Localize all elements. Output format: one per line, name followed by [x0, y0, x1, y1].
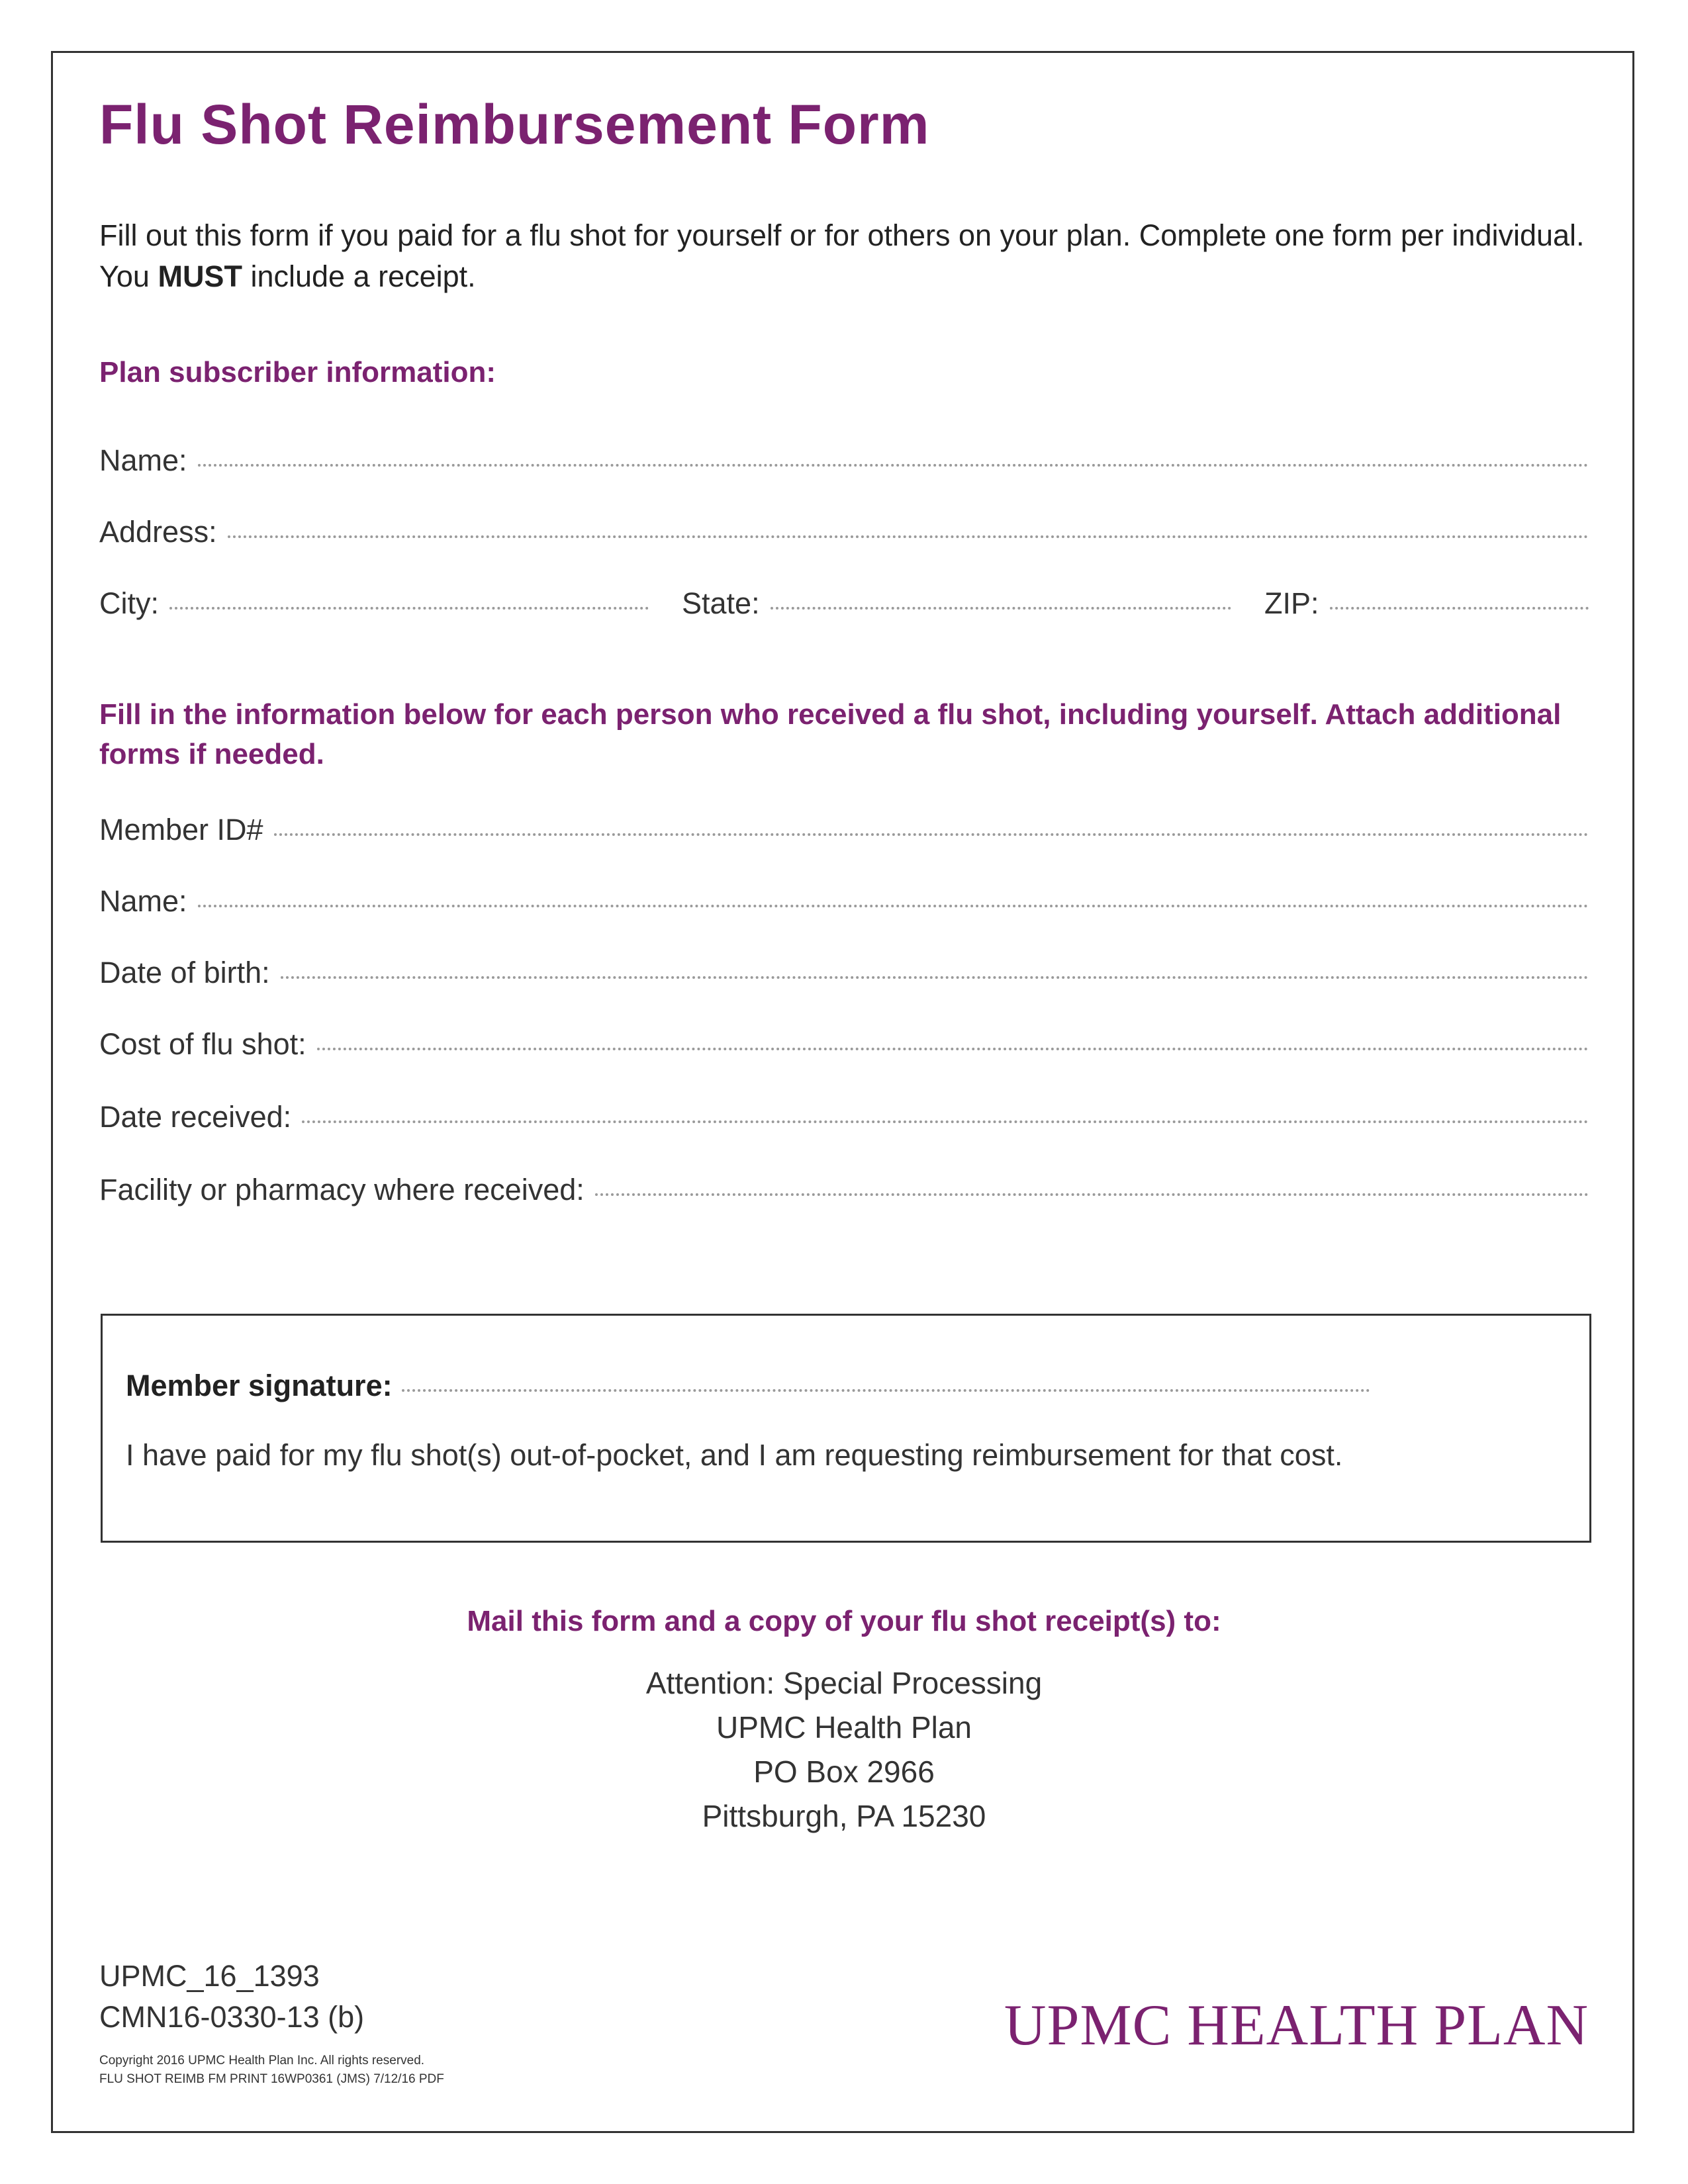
subscriber-address-field[interactable]: [99, 515, 1589, 555]
state-label: State:: [682, 586, 760, 620]
dob-line[interactable]: [281, 976, 1589, 979]
subscriber-name-field[interactable]: [99, 443, 1589, 483]
member-id-label: Member ID#: [99, 813, 263, 846]
signature-line[interactable]: [402, 1389, 1370, 1392]
subscriber-address-label: Address:: [99, 515, 217, 549]
recipient-heading: Fill in the information below for each person who received a flu shot, including yourself. Attach additional forms if needed.: [99, 698, 1562, 770]
address-line: UPMC Health Plan: [716, 1710, 972, 1745]
city-line[interactable]: [169, 607, 649, 610]
state-line[interactable]: [771, 607, 1231, 610]
form-title: Flu Shot Reimbursement Form: [99, 93, 930, 156]
dob-label: Date of birth:: [99, 956, 270, 989]
facility-field[interactable]: [99, 1173, 1589, 1212]
fine-print: [99, 2052, 444, 2089]
upmc-health-plan-logo: [1004, 1992, 1589, 2059]
cost-field[interactable]: [99, 1027, 1589, 1067]
mailing-address: [0, 1661, 1688, 1839]
signature-field[interactable]: [126, 1369, 1370, 1403]
intro-must: MUST: [158, 259, 242, 293]
intro-line1: Fill out this form if you paid for a flu shot for yourself or for others on your plan. Complete one form per individual.: [99, 218, 1585, 252]
recipient-name-label: Name:: [99, 884, 187, 918]
print-info-text: FLU SHOT REIMB FM PRINT 16WP0361 (JMS) 7/12/16 PDF: [99, 2072, 444, 2086]
signature-box: [101, 1314, 1591, 1543]
member-id-line[interactable]: [274, 833, 1589, 836]
recipient-name-line[interactable]: [198, 905, 1589, 907]
signature-statement: I have paid for my flu shot(s) out-of-pocket, and I am requesting reimbursement for that cost.: [126, 1438, 1343, 1472]
form-code-2: CMN16-0330-13 (b): [99, 2000, 365, 2034]
signature-label: Member signature:: [126, 1369, 393, 1402]
address-line: Attention: Special Processing: [645, 1666, 1043, 1700]
mail-heading: Mail this form and a copy of your flu shot receipt(s) to:: [467, 1605, 1221, 1637]
address-line: PO Box 2966: [753, 1754, 935, 1789]
zip-field[interactable]: [1264, 586, 1589, 621]
logo-text: UPMC HEALTH PLAN: [1004, 1993, 1589, 2058]
recipient-name-field[interactable]: [99, 884, 1589, 924]
facility-line[interactable]: [595, 1193, 1589, 1196]
cost-label: Cost of flu shot:: [99, 1027, 306, 1061]
city-field[interactable]: [99, 586, 649, 621]
copyright-text: Copyright 2016 UPMC Health Plan Inc. All rights reserved.: [99, 2054, 425, 2068]
dob-field[interactable]: [99, 956, 1589, 995]
date-received-field[interactable]: [99, 1100, 1589, 1140]
subscriber-heading: Plan subscriber information:: [99, 356, 496, 388]
subscriber-address-line[interactable]: [228, 535, 1589, 538]
intro-rest: include a receipt.: [250, 259, 476, 293]
zip-line[interactable]: [1330, 607, 1589, 610]
state-field[interactable]: [682, 586, 1231, 621]
intro-you: You: [99, 259, 150, 293]
intro-text: [99, 215, 1595, 297]
facility-label: Facility or pharmacy where received:: [99, 1173, 585, 1206]
member-id-field[interactable]: [99, 813, 1589, 852]
form-code-1: UPMC_16_1393: [99, 1959, 320, 1993]
zip-label: ZIP:: [1264, 586, 1319, 620]
date-received-label: Date received:: [99, 1100, 292, 1134]
subscriber-city-state-zip-row: [99, 586, 1589, 626]
city-label: City:: [99, 586, 159, 620]
address-line: Pittsburgh, PA 15230: [702, 1799, 986, 1833]
form-codes: [99, 1956, 364, 2038]
date-received-line[interactable]: [302, 1120, 1589, 1123]
subscriber-name-line[interactable]: [198, 464, 1589, 467]
subscriber-name-label: Name:: [99, 443, 187, 477]
cost-line[interactable]: [317, 1048, 1589, 1050]
